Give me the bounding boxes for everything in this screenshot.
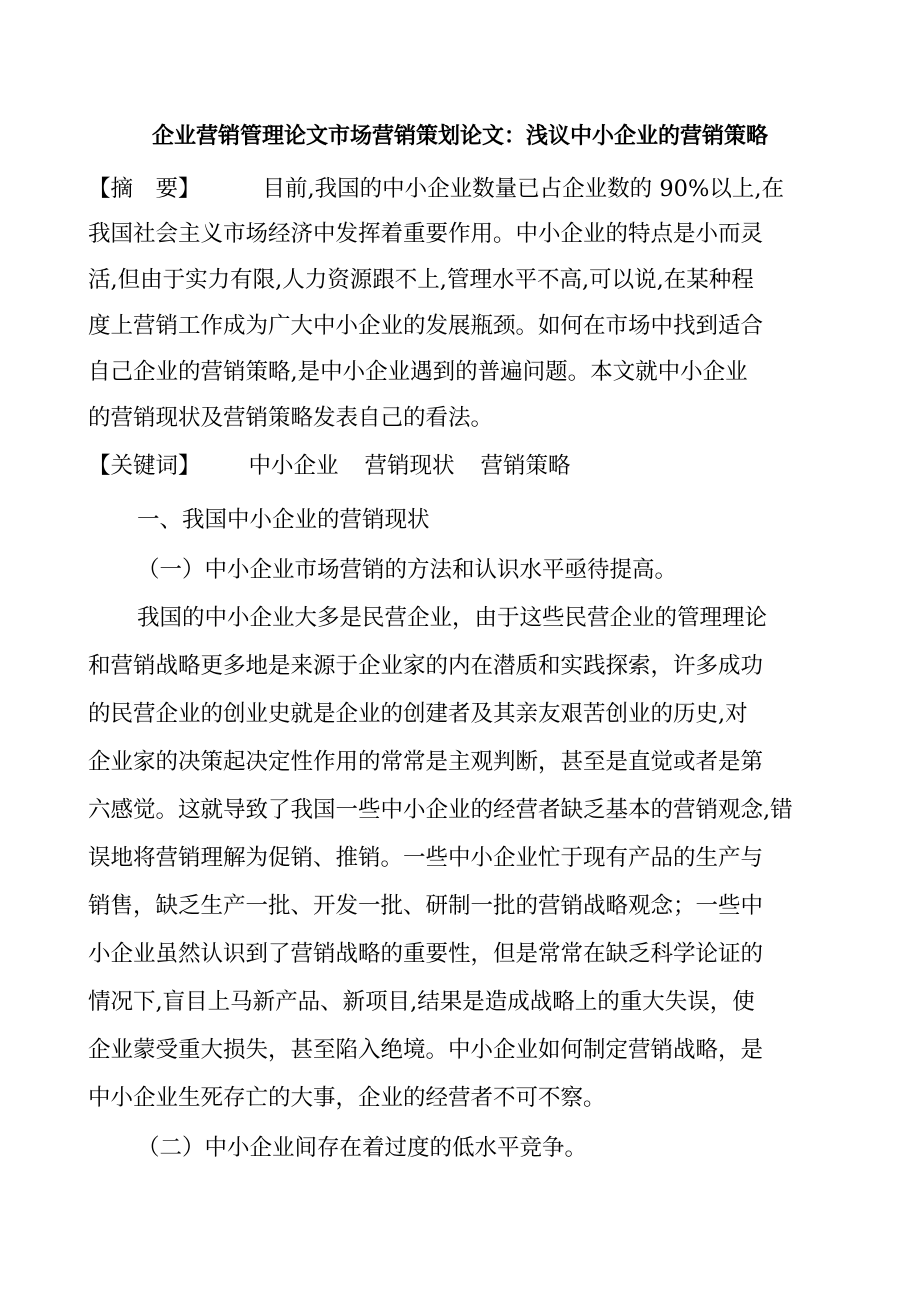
- keyword-item: 营销策略: [480, 453, 571, 479]
- document-title: 企业营销管理论文市场营销策划论文：浅议中小企业的营销策略: [151, 123, 768, 149]
- keyword-item: 营销现状: [364, 453, 455, 479]
- paragraph-line: 小企业虽然认识到了营销战略的重要性，但是常常在缺乏科学论证的: [88, 941, 764, 967]
- abstract-line: 自己企业的营销策略,是中小企业遇到的普遍问题。本文就中小企业: [88, 359, 748, 385]
- abstract-line: 活,但由于实力有限,人力资源跟不上,管理水平不高,可以说,在某种程: [88, 267, 754, 293]
- abstract-line: 的营销现状及营销策略发表自己的看法。: [88, 405, 494, 431]
- paragraph-line: 和营销战略更多地是来源于企业家的内在潜质和实践探索，许多成功: [88, 653, 764, 679]
- paragraph-line: 的民营企业的创业史就是企业的创建者及其亲友艰苦创业的历史,对: [88, 701, 748, 727]
- abstract-line: 我国社会主义市场经济中发挥着重要作用。中小企业的特点是小而灵: [88, 221, 764, 247]
- paragraph-line: 六感觉。这就导致了我国一些中小企业的经营者缺乏基本的营销观念,错: [88, 797, 793, 823]
- keywords-line: [88, 448, 571, 484]
- paragraph-line: 企业蒙受重大损失，甚至陷入绝境。中小企业如何制定营销战略，是: [88, 1037, 764, 1063]
- section-heading: 一、我国中小企业的营销现状: [137, 507, 430, 533]
- keyword-item: 中小企业: [248, 453, 339, 479]
- paragraph-line: 情况下,盲目上马新产品、新项目,结果是造成战略上的重大失误，使: [88, 989, 755, 1015]
- abstract-label: 【摘 要】: [88, 176, 201, 202]
- abstract-first-line: [88, 171, 784, 207]
- abstract-line: 度上营销工作成为广大中小企业的发展瓶颈。如何在市场中找到适合: [88, 313, 764, 339]
- keywords-label: 【关键词】: [88, 453, 201, 479]
- paragraph-line: 销售，缺乏生产一批、开发一批、研制一批的营销战略观念；一些中: [88, 893, 764, 919]
- subsection-heading: （一）中小企业市场营销的方法和认识水平亟待提高。: [137, 557, 678, 583]
- paragraph-line: 企业家的决策起决定性作用的常常是主观判断，甚至是直觉或者是第: [88, 749, 764, 775]
- paragraph-line: 我国的中小企业大多是民营企业，由于这些民营企业的管理理论: [137, 605, 768, 631]
- abstract-line: 目前,我国的中小企业数量已占企业数的 90%以上,在: [262, 176, 784, 202]
- paragraph-line: 中小企业生死存亡的大事，企业的经营者不可不察。: [88, 1085, 606, 1111]
- paragraph-line: 误地将营销理解为促销、推销。一些中小企业忙于现有产品的生产与: [88, 845, 764, 871]
- subsection-heading: （二）中小企业间存在着过度的低水平竞争。: [137, 1135, 588, 1161]
